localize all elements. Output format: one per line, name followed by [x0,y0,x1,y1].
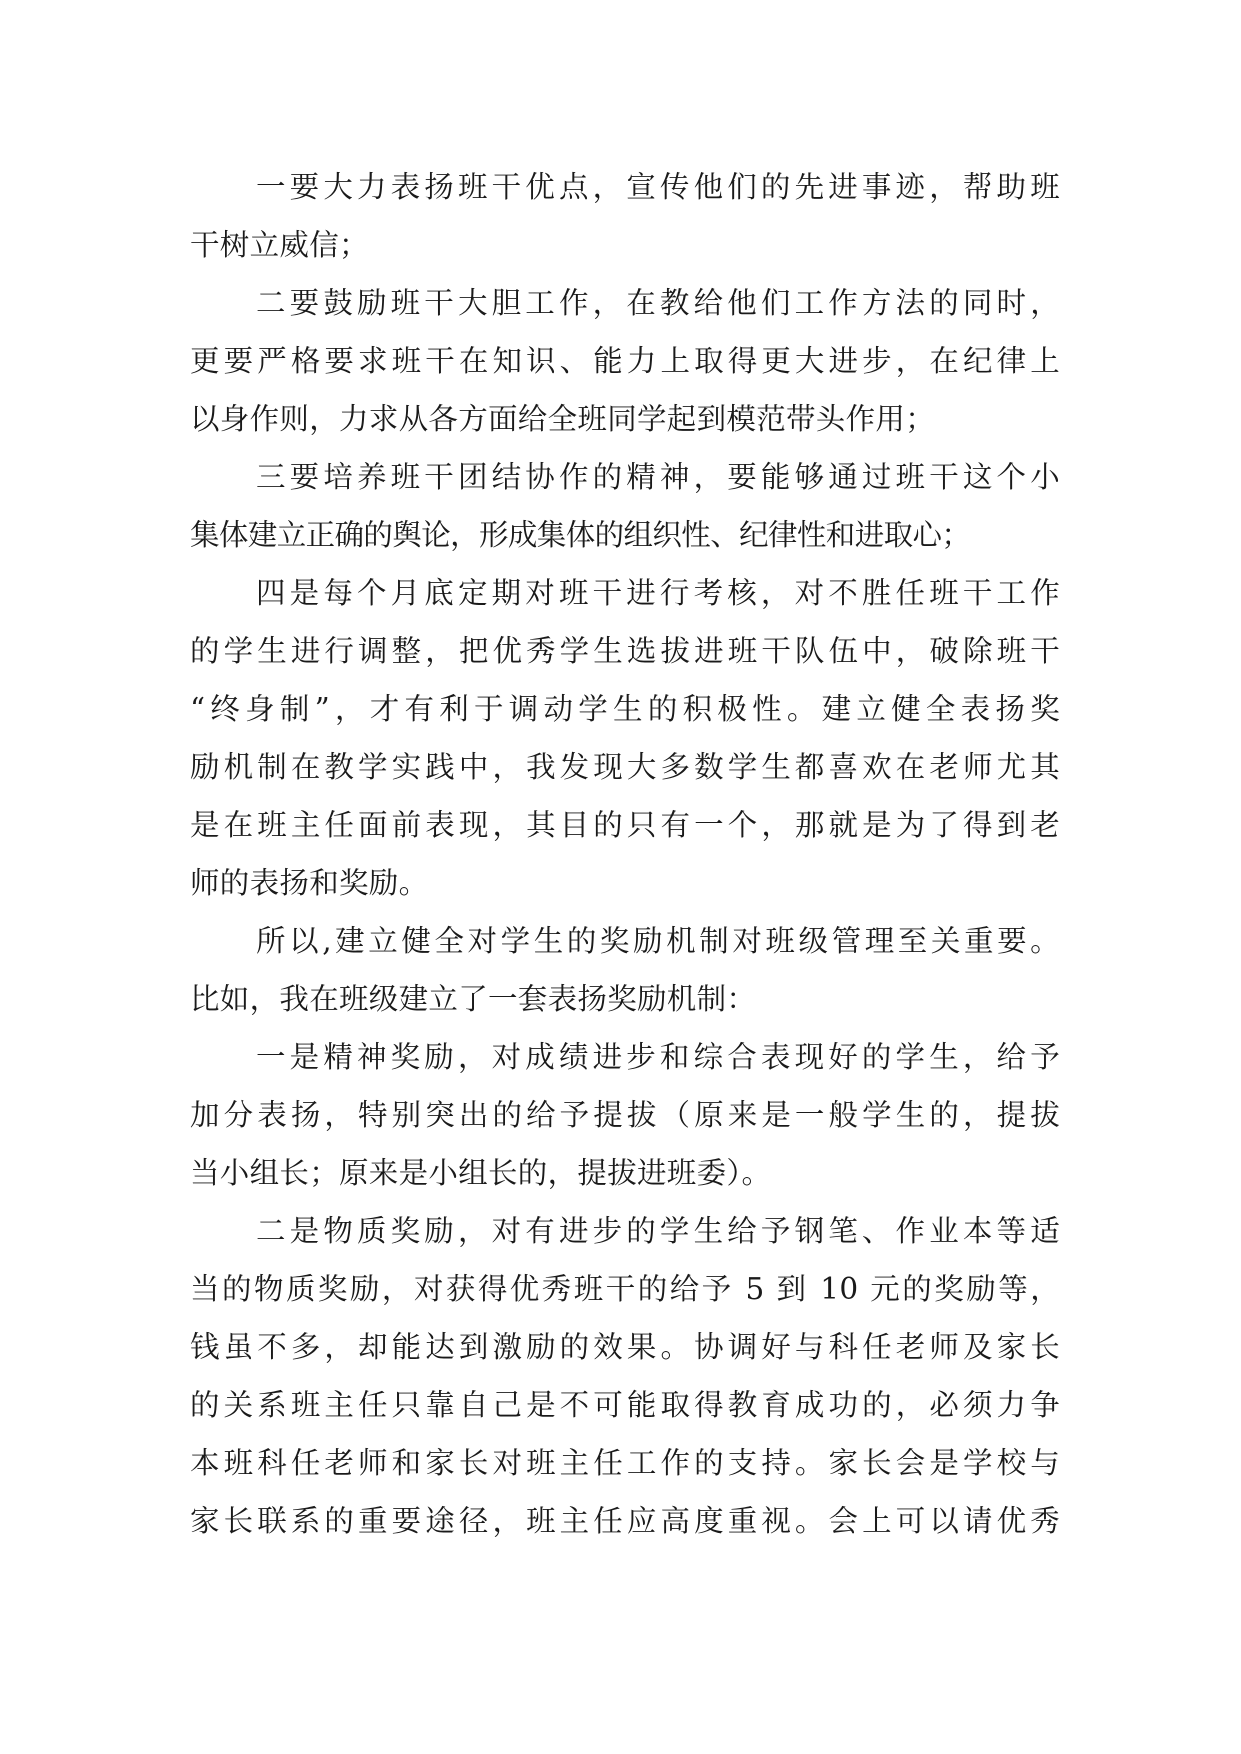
text-line: 家长联系的重要途径，班主任应高度重视。会上可以请优秀 [190,1504,1060,1538]
text-line: 所以,建立健全对学生的奖励机制对班级管理至关重要。 [256,924,1060,958]
text-line: 二要鼓励班干大胆工作，在教给他们工作方法的同时， [256,286,1060,320]
text-line: 集体建立正确的舆论，形成集体的组织性、纪律性和进取心； [190,518,971,552]
text-line: 干树立威信； [190,228,369,262]
text-line: 的学生进行调整，把优秀学生选拔进班干队伍中，破除班干 [190,634,1060,668]
text-line: 师的表扬和奖励。 [190,866,429,900]
text-line: 励机制在教学实践中，我发现大多数学生都喜欢在老师尤其 [190,750,1060,784]
text-line: 比如，我在班级建立了一套表扬奖励机制： [190,982,757,1016]
text-line: 加分表扬，特别突出的给予提拔（原来是一般学生的，提拔 [190,1098,1060,1132]
text-line: 一是精神奖励，对成绩进步和综合表现好的学生，给予 [256,1040,1060,1074]
text-line: “终身制”，才有利于调动学生的积极性。建立健全表扬奖 [190,692,1060,726]
text-line: 钱虽不多，却能达到激励的效果。协调好与科任老师及家长 [190,1330,1060,1364]
body-text [190,158,1060,1550]
text-line: 的关系班主任只靠自己是不可能取得教育成功的，必须力争 [190,1388,1060,1422]
text-line: 一要大力表扬班干优点，宣传他们的先进事迹，帮助班 [256,170,1060,204]
text-line: 本班科任老师和家长对班主任工作的支持。家长会是学校与 [190,1446,1060,1480]
text-line: 三要培养班干团结协作的精神，要能够通过班干这个小 [256,460,1060,494]
text-line: 当的物质奖励，对获得优秀班干的给予 5 到 10 元的奖励等， [190,1272,1060,1306]
text-line: 以身作则，力求从各方面给全班同学起到模范带头作用； [190,402,936,436]
text-line: 二是物质奖励，对有进步的学生给予钢笔、作业本等适 [256,1214,1060,1248]
text-line: 是在班主任面前表现，其目的只有一个，那就是为了得到老 [190,808,1060,842]
text-line: 四是每个月底定期对班干进行考核，对不胜任班干工作 [256,576,1060,610]
text-line: 当小组长；原来是小组长的，提拔进班委）。 [190,1156,772,1190]
text-line: 更要严格要求班干在知识、能力上取得更大进步，在纪律上 [190,344,1060,378]
